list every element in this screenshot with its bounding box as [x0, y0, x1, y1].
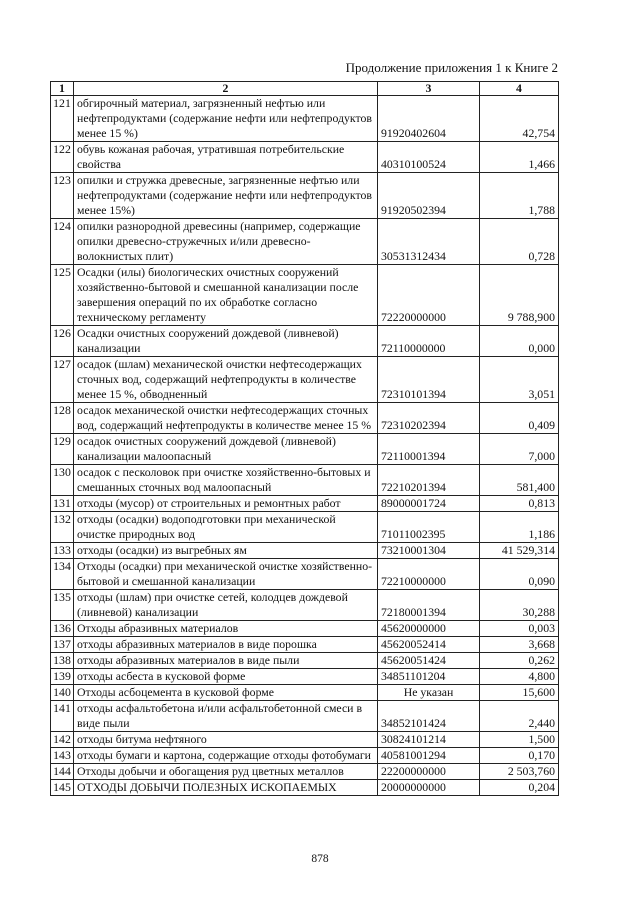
waste-code: 20000000000: [378, 780, 480, 796]
waste-code: 72310202394: [378, 403, 480, 434]
waste-name: отходы абразивных материалов в виде пыли: [74, 653, 378, 669]
row-number: 132: [51, 512, 74, 543]
table-row: [51, 265, 559, 326]
row-number: 141: [51, 701, 74, 732]
waste-name: отходы битума нефтяного: [74, 732, 378, 748]
waste-code: 72110001394: [378, 434, 480, 465]
waste-amount: 3,668: [480, 637, 559, 653]
page-caption: Продолжение приложения 1 к Книге 2: [345, 60, 558, 75]
table-row: [51, 637, 559, 653]
table-row: [51, 701, 559, 732]
waste-name: осадок механической очистки нефтесодержащих сточных вод, содержащий нефтепродукты в количестве менее 15 %: [74, 403, 378, 434]
table-row: [51, 142, 559, 173]
waste-name: Отходы асбоцемента в кусковой форме: [74, 685, 378, 701]
row-number: 134: [51, 559, 74, 590]
row-number: 129: [51, 434, 74, 465]
waste-amount: 0,204: [480, 780, 559, 796]
waste-name: Отходы (осадки) при механической очистке хозяйственно-бытовой и смешанной канализации: [74, 559, 378, 590]
row-number: 123: [51, 173, 74, 219]
table-row: [51, 780, 559, 796]
table-row: [51, 621, 559, 637]
waste-code: 89000001724: [378, 496, 480, 512]
row-number: 142: [51, 732, 74, 748]
table-row: [51, 173, 559, 219]
waste-code: 91920502394: [378, 173, 480, 219]
row-number: 143: [51, 748, 74, 764]
table-row: [51, 496, 559, 512]
table-row: [51, 653, 559, 669]
row-number: 127: [51, 357, 74, 403]
row-number: 122: [51, 142, 74, 173]
waste-code: 30531312434: [378, 219, 480, 265]
waste-amount: 42,754: [480, 96, 559, 142]
row-number: 145: [51, 780, 74, 796]
row-number: 126: [51, 326, 74, 357]
table-row: [51, 512, 559, 543]
waste-amount: 0,000: [480, 326, 559, 357]
row-number: 135: [51, 590, 74, 621]
waste-code: 72220000000: [378, 265, 480, 326]
waste-amount: 0,409: [480, 403, 559, 434]
waste-name: отходы (мусор) от строительных и ремонтных работ: [74, 496, 378, 512]
table-row: [51, 403, 559, 434]
waste-amount: 1,466: [480, 142, 559, 173]
row-number: 125: [51, 265, 74, 326]
row-number: 140: [51, 685, 74, 701]
waste-name: Отходы добычи и обогащения руд цветных металлов: [74, 764, 378, 780]
waste-name: осадок очистных сооружений дождевой (ливневой) канализации малоопасный: [74, 434, 378, 465]
table-row: [51, 357, 559, 403]
waste-code: 71011002395: [378, 512, 480, 543]
table-row: [51, 669, 559, 685]
waste-code: 72210000000: [378, 559, 480, 590]
waste-name: отходы асфальтобетона и/или асфальтобетонной смеси в виде пыли: [74, 701, 378, 732]
table-row: [51, 543, 559, 559]
waste-amount: 7,000: [480, 434, 559, 465]
row-number: 133: [51, 543, 74, 559]
row-number: 130: [51, 465, 74, 496]
waste-amount: 1,788: [480, 173, 559, 219]
row-number: 124: [51, 219, 74, 265]
waste-amount: 2,440: [480, 701, 559, 732]
waste-code: 40310100524: [378, 142, 480, 173]
table-row: [51, 590, 559, 621]
waste-amount: 2 503,760: [480, 764, 559, 780]
waste-amount: 1,186: [480, 512, 559, 543]
table-row: [51, 685, 559, 701]
waste-code: 72110000000: [378, 326, 480, 357]
waste-code: 45620000000: [378, 621, 480, 637]
row-number: 138: [51, 653, 74, 669]
row-number: 137: [51, 637, 74, 653]
waste-name: ОТХОДЫ ДОБЫЧИ ПОЛЕЗНЫХ ИСКОПАЕМЫХ: [74, 780, 378, 796]
waste-name: опилки разнородной древесины (например, содержащие опилки древесно-стружечных и/или древесно-волокнистых плит): [74, 219, 378, 265]
row-number: 128: [51, 403, 74, 434]
waste-name: обгирочный материал, загрязненный нефтью или нефтепродуктами (содержание нефти или нефтепродуктов менее 15 %): [74, 96, 378, 142]
waste-amount: 581,400: [480, 465, 559, 496]
waste-name: отходы бумаги и картона, содержащие отходы фотобумаги: [74, 748, 378, 764]
waste-amount: 9 788,900: [480, 265, 559, 326]
table-row: [51, 219, 559, 265]
waste-name: отходы абразивных материалов в виде порошка: [74, 637, 378, 653]
table-row: [51, 96, 559, 142]
waste-code: 72310101394: [378, 357, 480, 403]
table-row: [51, 732, 559, 748]
waste-code: 30824101214: [378, 732, 480, 748]
waste-name: отходы (осадки) водоподготовки при механической очистке природных вод: [74, 512, 378, 543]
waste-code: 45620052414: [378, 637, 480, 653]
waste-amount: 41 529,314: [480, 543, 559, 559]
waste-code: 45620051424: [378, 653, 480, 669]
waste-amount: 0,090: [480, 559, 559, 590]
waste-code: 40581001294: [378, 748, 480, 764]
waste-code: 73210001304: [378, 543, 480, 559]
waste-code: 22200000000: [378, 764, 480, 780]
waste-name: осадок (шлам) механической очистки нефтесодержащих сточных вод, содержащий нефтепродукты в количестве менее 15 %, обводненный: [74, 357, 378, 403]
waste-name: Осадки очистных сооружений дождевой (ливневой) канализации: [74, 326, 378, 357]
row-number: 144: [51, 764, 74, 780]
waste-name: Осадки (илы) биологических очистных сооружений хозяйственно-бытовой и смешанной канализации после завершения операций по их обработке согласно техническому регламенту: [74, 265, 378, 326]
waste-amount: 3,051: [480, 357, 559, 403]
table-row: [51, 559, 559, 590]
waste-code: 72210201394: [378, 465, 480, 496]
waste-code: 72180001394: [378, 590, 480, 621]
waste-code: 34851101204: [378, 669, 480, 685]
page-number: 878: [311, 853, 329, 865]
header-col-3: 3: [378, 82, 480, 96]
waste-amount: 0,170: [480, 748, 559, 764]
waste-amount: 15,600: [480, 685, 559, 701]
table-row: [51, 326, 559, 357]
waste-table: [50, 81, 559, 796]
waste-amount: 1,500: [480, 732, 559, 748]
waste-amount: 0,262: [480, 653, 559, 669]
row-number: 121: [51, 96, 74, 142]
waste-name: Отходы абразивных материалов: [74, 621, 378, 637]
header-col-2: 2: [74, 82, 378, 96]
table-row: [51, 748, 559, 764]
table-row: [51, 764, 559, 780]
waste-code: 34852101424: [378, 701, 480, 732]
waste-name: осадок с песколовок при очистке хозяйственно-бытовых и смешанных сточных вод малоопасный: [74, 465, 378, 496]
waste-code: Не указан: [378, 685, 480, 701]
waste-name: отходы (осадки) из выгребных ям: [74, 543, 378, 559]
waste-amount: 0,813: [480, 496, 559, 512]
row-number: 131: [51, 496, 74, 512]
waste-amount: 4,800: [480, 669, 559, 685]
waste-name: обувь кожаная рабочая, утратившая потребительские свойства: [74, 142, 378, 173]
row-number: 139: [51, 669, 74, 685]
waste-code: 91920402604: [378, 96, 480, 142]
waste-amount: 0,003: [480, 621, 559, 637]
header-col-1: 1: [51, 82, 74, 96]
waste-name: отходы (шлам) при очистке сетей, колодцев дождевой (ливневой) канализации: [74, 590, 378, 621]
waste-amount: 30,288: [480, 590, 559, 621]
row-number: 136: [51, 621, 74, 637]
waste-name: опилки и стружка древесные, загрязненные нефтью или нефтепродуктами (содержание нефти или нефтепродуктов менее 15%): [74, 173, 378, 219]
table-header-row: [51, 82, 559, 96]
table-row: [51, 465, 559, 496]
table-row: [51, 434, 559, 465]
waste-name: отходы асбеста в кусковой форме: [74, 669, 378, 685]
waste-amount: 0,728: [480, 219, 559, 265]
header-col-4: 4: [480, 82, 559, 96]
